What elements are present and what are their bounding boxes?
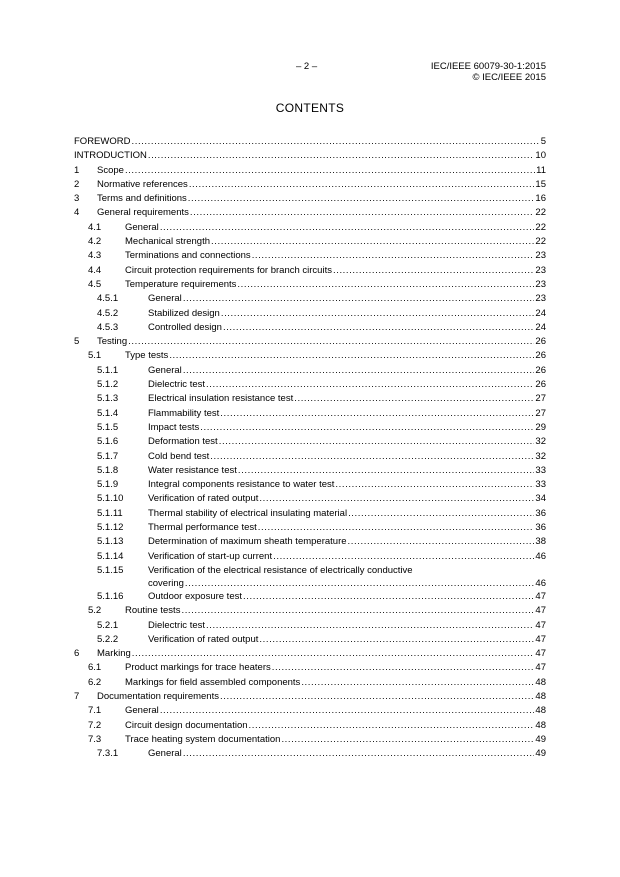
toc-entry-number: 1 (74, 164, 80, 176)
dot-leader (237, 278, 534, 292)
toc-entry-title: INTRODUCTION (74, 150, 147, 162)
dot-leader (210, 450, 534, 464)
toc-entry-page: 47 (535, 633, 546, 645)
toc-entry[interactable] (74, 421, 546, 435)
toc-entry-number: 3 (74, 193, 80, 205)
toc-entry-number: 7.3.1 (97, 748, 119, 760)
toc-entry[interactable] (74, 264, 546, 278)
dot-leader (272, 661, 535, 675)
page-number: – 2 – (296, 61, 318, 72)
dot-leader (125, 164, 535, 178)
toc-entry-title: Dielectric test (148, 379, 206, 391)
toc-entry-title: Verification of the electrical resistance of electrically conductive (148, 564, 413, 576)
toc-entry-number: 4 (74, 207, 80, 219)
toc-entry-number: 4.3 (88, 250, 102, 262)
toc-entry[interactable] (74, 747, 546, 761)
toc-entry[interactable] (74, 590, 546, 604)
toc-entry-title: General (148, 364, 182, 376)
toc-entry-title: Thermal stability of electrical insulating material (148, 507, 348, 519)
toc-entry[interactable] (74, 135, 546, 149)
toc-entry[interactable] (74, 164, 546, 178)
toc-entry-page: 22 (535, 221, 546, 233)
toc-entry[interactable] (74, 221, 546, 235)
dot-leader (183, 292, 535, 306)
toc-entry-number: 2 (74, 178, 80, 190)
dot-leader (185, 577, 535, 590)
standard-id: IEC/IEEE 60079-30-1:2015 (430, 61, 546, 72)
dot-leader (206, 619, 534, 633)
toc-entry-title: General (148, 748, 182, 760)
dot-leader (348, 535, 535, 549)
toc-entry[interactable] (74, 676, 546, 690)
dot-leader (301, 676, 534, 690)
toc-entry-page: 46 (535, 577, 546, 589)
toc-entry-page: 33 (535, 464, 546, 476)
toc-entry-number: 5.1.6 (97, 436, 119, 448)
toc-entry-number: 7.3 (88, 733, 102, 745)
toc-entry-page: 24 (535, 321, 546, 333)
toc-entry[interactable] (74, 550, 546, 564)
toc-entry-number: 5.1 (88, 350, 102, 362)
toc-entry-page: 49 (535, 748, 546, 760)
toc-entry-page: 15 (535, 178, 546, 190)
toc-entry-title: Circuit protection requirements for branch circuits (125, 264, 332, 276)
toc-entry-page: 47 (535, 648, 546, 660)
toc-entry[interactable] (74, 535, 546, 549)
toc-entry[interactable] (74, 278, 546, 292)
toc-entry-page: 32 (535, 450, 546, 462)
dot-leader (335, 478, 534, 492)
toc-entry-title: Cold bend test (148, 450, 210, 462)
toc-entry-number: 5.1.8 (97, 464, 119, 476)
toc-entry-page: 22 (535, 236, 546, 248)
toc-entry-title: Temperature requirements (125, 278, 237, 290)
toc-entry[interactable] (74, 178, 546, 192)
toc-entry-number: 5.2.2 (97, 633, 119, 645)
toc-entry-title: Stabilized design (148, 307, 220, 319)
dot-leader (281, 733, 534, 747)
toc-entry-number: 5.1.14 (97, 550, 124, 562)
toc-entry-page: 47 (535, 662, 546, 674)
dot-leader (221, 307, 535, 321)
toc-entry-page: 48 (535, 719, 546, 731)
toc-entry-title: Verification of rated output (148, 493, 259, 505)
toc-entry-title: Verification of rated output (148, 633, 259, 645)
toc-entry[interactable] (74, 492, 546, 506)
toc-entry[interactable] (74, 364, 546, 378)
toc-entry[interactable] (74, 661, 546, 675)
toc-entry-number: 7 (74, 690, 80, 702)
toc-entry[interactable] (74, 407, 546, 421)
toc-entry-number: 4.2 (88, 236, 102, 248)
toc-entry[interactable] (74, 192, 546, 206)
toc-entry-title: Outdoor exposure test (148, 590, 242, 602)
toc-entry-title: covering (148, 577, 184, 589)
toc-entry-title: General (125, 705, 159, 717)
toc-entry-title: Deformation test (148, 436, 218, 448)
toc-entry-number: 5.1.15 (97, 564, 124, 576)
toc-entry-number: 5.1.11 (97, 507, 123, 519)
dot-leader (190, 206, 535, 220)
toc-entry-title: Water resistance test (148, 464, 237, 476)
dot-leader (206, 378, 534, 392)
toc-entry-title: Mechanical strength (125, 236, 211, 248)
toc-entry-page: 32 (535, 436, 546, 448)
contents-title: CONTENTS (275, 101, 345, 115)
toc-entry-page: 36 (535, 522, 546, 534)
toc-entry-page: 16 (535, 193, 546, 205)
toc-entry-title: Markings for field assembled components (125, 676, 301, 688)
toc-entry-number: 5.1.5 (97, 421, 119, 433)
toc-entry-page: 5 (540, 136, 546, 147)
toc-entry-number: 4.1 (88, 221, 102, 233)
dot-leader (189, 178, 535, 192)
toc-entry[interactable] (74, 392, 546, 406)
toc-entry-page: 24 (535, 307, 546, 319)
toc-entry-number: 5.1.3 (97, 393, 119, 405)
toc-entry-page: 26 (535, 350, 546, 362)
toc-entry-title: Thermal performance test (148, 522, 257, 534)
toc-entry[interactable] (74, 633, 546, 647)
toc-entry-title: Trace heating system documentation (125, 733, 281, 745)
toc-entry-number: 6 (74, 648, 80, 660)
toc-entry[interactable] (74, 435, 546, 449)
toc-entry-page: 48 (535, 690, 546, 702)
toc-entry-number: 5.1.12 (97, 522, 124, 534)
toc-entry-page: 26 (535, 379, 546, 391)
toc-entry[interactable] (74, 478, 546, 492)
toc-entry-title: Terminations and connections (125, 250, 251, 262)
toc-entry-title: Impact tests (148, 421, 200, 433)
toc-entry[interactable] (74, 378, 546, 392)
toc-entry-page: 29 (535, 421, 546, 433)
toc-entry-page: 26 (535, 336, 546, 348)
toc-entry-page: 48 (535, 676, 546, 688)
dot-leader (160, 221, 535, 235)
toc-entry[interactable] (74, 249, 546, 263)
toc-entry[interactable] (74, 719, 546, 733)
toc-entry-page: 27 (535, 407, 546, 419)
toc-entry-number: 5.1.7 (97, 450, 119, 462)
toc-entry[interactable] (74, 349, 546, 363)
toc-entry[interactable] (74, 564, 546, 590)
toc-entry-page: 10 (535, 150, 546, 162)
toc-entry-page: 11 (536, 164, 546, 176)
toc-entry[interactable] (74, 149, 546, 163)
toc-entry[interactable] (74, 464, 546, 478)
toc-entry-title: Product markings for trace heaters (125, 662, 271, 674)
toc-entry-number: 5.1.4 (97, 407, 119, 419)
dot-leader (219, 435, 535, 449)
toc-entry[interactable] (74, 604, 546, 618)
toc-entry-title: Documentation requirements (97, 690, 219, 702)
dot-leader (294, 392, 534, 406)
dot-leader (220, 690, 534, 704)
toc-entry[interactable] (74, 235, 546, 249)
toc-entry[interactable] (74, 450, 546, 464)
toc-entry-title: Flammability test (148, 407, 220, 419)
toc-entry-title: Marking (97, 648, 131, 660)
toc-entry-title: General requirements (97, 207, 189, 219)
toc-entry-number: 4.5 (88, 278, 102, 290)
toc-entry-number: 4.5.2 (97, 307, 119, 319)
toc-entry-number: 5.1.2 (97, 379, 119, 391)
dot-leader (238, 464, 535, 478)
dot-leader (200, 421, 534, 435)
dot-leader (243, 590, 534, 604)
dot-leader (148, 149, 535, 163)
toc-entry-title: Dielectric test (148, 619, 206, 631)
dot-leader (132, 647, 535, 661)
dot-leader (223, 321, 534, 335)
toc-entry-page: 23 (535, 250, 546, 262)
toc-entry-title: Type tests (125, 350, 169, 362)
toc-entry-page: 46 (535, 550, 546, 562)
toc-entry-page: 47 (535, 590, 546, 602)
toc-entry-title: Circuit design documentation (125, 719, 248, 731)
toc-entry[interactable] (74, 647, 546, 661)
toc-entry-page: 48 (535, 705, 546, 717)
toc-entry-title: Terms and definitions (97, 193, 187, 205)
toc-entry-number: 5.1.1 (97, 364, 119, 376)
dot-leader (333, 264, 534, 278)
toc-entry-page: 23 (535, 278, 546, 290)
dot-leader (273, 550, 534, 564)
dot-leader (181, 604, 534, 618)
toc-entry-number: 6.2 (88, 676, 102, 688)
toc-entry-page: 33 (535, 479, 546, 491)
dot-leader (128, 335, 534, 349)
toc-entry-title: Verification of start-up current (148, 550, 273, 562)
toc-entry-page: 22 (535, 207, 546, 219)
dot-leader (183, 747, 535, 761)
toc-entry-number: 5.1.16 (97, 590, 124, 602)
toc-entry-page: 47 (535, 605, 546, 617)
dot-leader (160, 704, 535, 718)
toc-entry[interactable] (74, 206, 546, 220)
dot-leader (220, 407, 534, 421)
toc-entry-number: 5.2.1 (97, 619, 119, 631)
dot-leader (252, 249, 535, 263)
toc-entry-page: 36 (535, 507, 546, 519)
toc-entry-number: 7.1 (88, 705, 102, 717)
toc-entry-number: 4.4 (88, 264, 102, 276)
toc-entry-title: Normative references (97, 178, 188, 190)
toc-entry-number: 5.1.13 (97, 536, 124, 548)
toc-entry[interactable] (74, 335, 546, 349)
toc-entry-number: 4.5.1 (97, 293, 119, 305)
toc-entry-title: FOREWORD (74, 136, 131, 147)
toc-entry-page: 23 (535, 264, 546, 276)
toc-entry-page: 34 (535, 493, 546, 505)
toc-entry-number: 5.2 (88, 605, 102, 617)
toc-entry-title: Routine tests (125, 605, 181, 617)
toc-entry-page: 47 (535, 619, 546, 631)
toc-entry-title: General (125, 221, 159, 233)
toc-entry[interactable] (74, 704, 546, 718)
dot-leader (131, 135, 539, 149)
dot-leader (249, 719, 535, 733)
toc-entry-number: 5 (74, 336, 80, 348)
toc-entry[interactable] (74, 619, 546, 633)
dot-leader (169, 349, 534, 363)
dot-leader (211, 235, 534, 249)
dot-leader (259, 633, 534, 647)
toc-entry-number: 4.5.3 (97, 321, 119, 333)
toc-entry[interactable] (74, 733, 546, 747)
toc-entry-page: 26 (535, 364, 546, 376)
toc-entry-title: General (148, 293, 182, 305)
toc-entry-page: 27 (535, 393, 546, 405)
toc-entry-number: 7.2 (88, 719, 102, 731)
copyright-notice: © IEC/IEEE 2015 (472, 72, 546, 83)
toc-entry-page: 23 (535, 293, 546, 305)
table-of-contents (74, 135, 546, 761)
toc-entry[interactable] (74, 690, 546, 704)
dot-leader (259, 492, 534, 506)
dot-leader (183, 364, 535, 378)
dot-leader (348, 507, 534, 521)
toc-entry-title: Electrical insulation resistance test (148, 393, 294, 405)
toc-entry-page: 38 (535, 536, 546, 548)
toc-entry-title: Controlled design (148, 321, 222, 333)
toc-entry-number: 5.1.9 (97, 479, 119, 491)
toc-entry[interactable] (74, 292, 546, 306)
toc-entry-number: 6.1 (88, 662, 102, 674)
toc-entry-title: Testing (97, 336, 128, 348)
toc-entry-title: Scope (97, 164, 124, 176)
toc-entry-title: Determination of maximum sheath temperature (148, 536, 347, 548)
toc-entry-page: 49 (535, 733, 546, 745)
dot-leader (188, 192, 535, 206)
toc-entry-number: 5.1.10 (97, 493, 124, 505)
toc-entry[interactable] (74, 307, 546, 321)
toc-entry[interactable] (74, 321, 546, 335)
toc-entry[interactable] (74, 507, 546, 521)
toc-entry-title: Integral components resistance to water test (148, 479, 335, 491)
toc-entry[interactable] (74, 521, 546, 535)
dot-leader (258, 521, 535, 535)
